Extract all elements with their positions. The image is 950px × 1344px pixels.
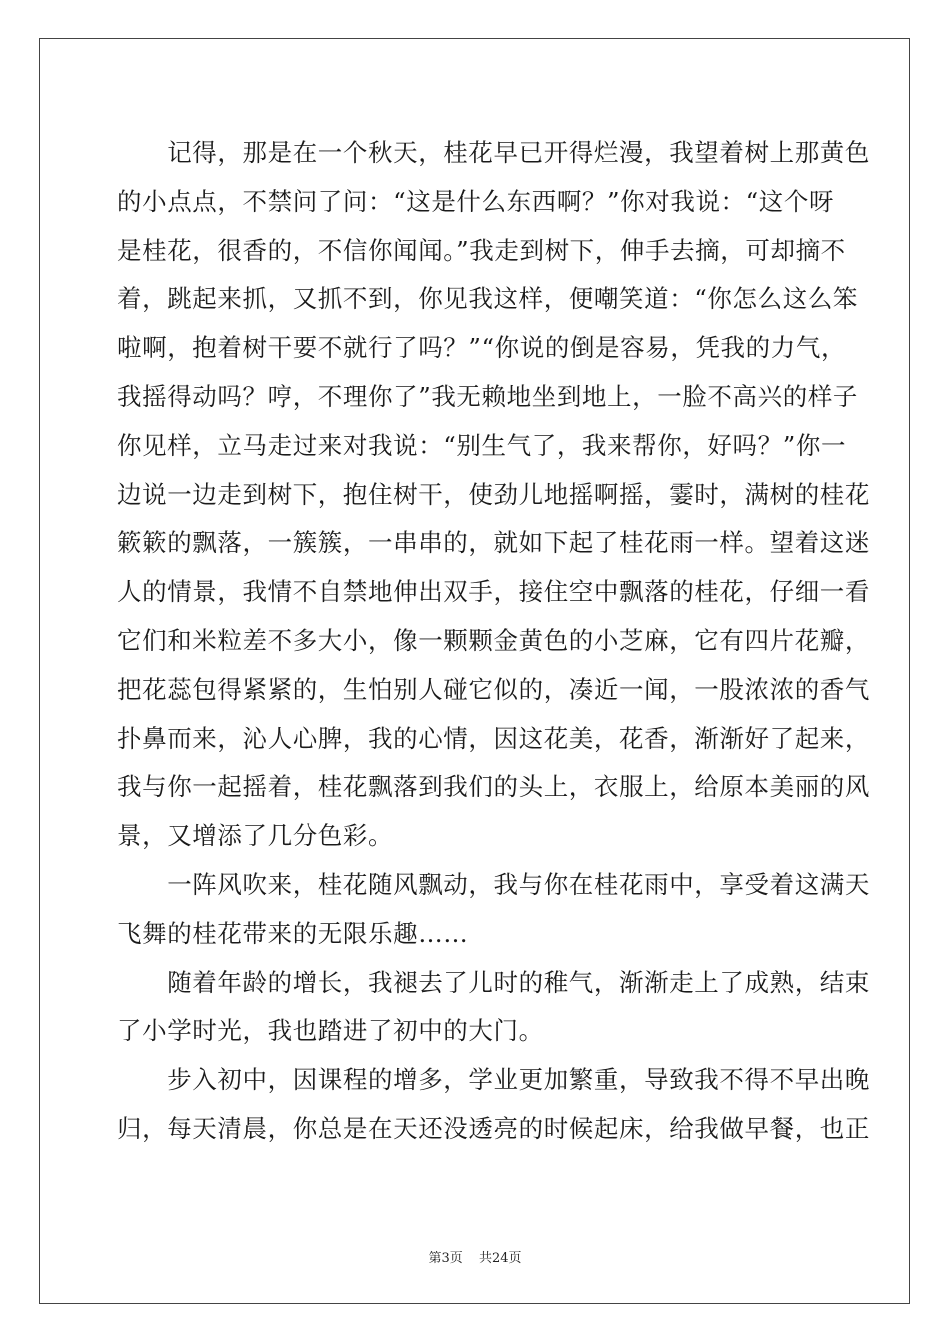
text-line: 你见样，立马走过来对我说：“别生气了，我来帮你，好吗？”你一 xyxy=(117,430,847,460)
page-footer xyxy=(0,1247,950,1266)
text-line: 了小学时光，我也踏进了初中的大门。 xyxy=(117,1016,544,1046)
document-body xyxy=(117,129,870,1154)
text-line: 把花蕊包得紧紧的，生怕别人碰它似的，凑近一闻，一股浓浓的香气 xyxy=(117,674,870,704)
text-line: 是桂花，很香的，不信你闻闻。”我走到树下，伸手去摘，可却摘不 xyxy=(117,235,846,265)
text-line: 随着年龄的增长，我褪去了儿时的稚气，渐渐走上了成熟，结束 xyxy=(117,967,870,997)
text-line: 的小点点，不禁问了问：“这是什么东西啊？”你对我说：“这个呀 xyxy=(117,186,835,216)
text-line: 归，每天清晨，你总是在天还没透亮的时候起床，给我做早餐，也正 xyxy=(117,1113,870,1143)
text-line: 扑鼻而来，沁人心脾，我的心情，因这花美，花香，渐渐好了起来， xyxy=(117,723,870,753)
text-line: 它们和米粒差不多大小，像一颗颗金黄色的小芝麻，它有四片花瓣， xyxy=(117,625,870,655)
text-line: 人的情景，我情不自禁地伸出双手，接住空中飘落的桂花，仔细一看 xyxy=(117,577,870,607)
text-line: 边说一边走到树下，抱住树干，使劲儿地摇啊摇，霎时，满树的桂花 xyxy=(117,479,870,509)
text-line: 飞舞的桂花带来的无限乐趣…… xyxy=(117,918,469,948)
text-line: 我摇得动吗？哼，不理你了”我无赖地坐到地上，一脸不高兴的样子 xyxy=(117,381,859,411)
text-line: 一阵风吹来，桂花随风飘动，我与你在桂花雨中，享受着这满天 xyxy=(117,869,870,899)
text-line: 啦啊，抱着树干要不就行了吗？”“你说的倒是容易，凭我的力气， xyxy=(117,333,847,363)
text-line: 景，又增添了几分色彩。 xyxy=(117,821,394,851)
text-line: 着，跳起来抓，又抓不到，你见我这样，便嘲笑道：“你怎么这么笨 xyxy=(117,284,859,314)
text-line: 步入初中，因课程的增多，学业更加繁重，导致我不得不早出晚 xyxy=(117,1065,870,1095)
text-line: 簌簌的飘落，一簇簇，一串串的，就如下起了桂花雨一样。望着这迷 xyxy=(117,528,870,558)
text-line: 我与你一起摇着，桂花飘落到我们的头上，衣服上，给原本美丽的风 xyxy=(117,772,870,802)
page-total: 共24页 xyxy=(478,1251,522,1266)
page-number: 第3页 xyxy=(428,1251,463,1266)
text-line: 记得，那是在一个秋天，桂花早已开得烂漫，我望着树上那黄色 xyxy=(117,138,870,167)
